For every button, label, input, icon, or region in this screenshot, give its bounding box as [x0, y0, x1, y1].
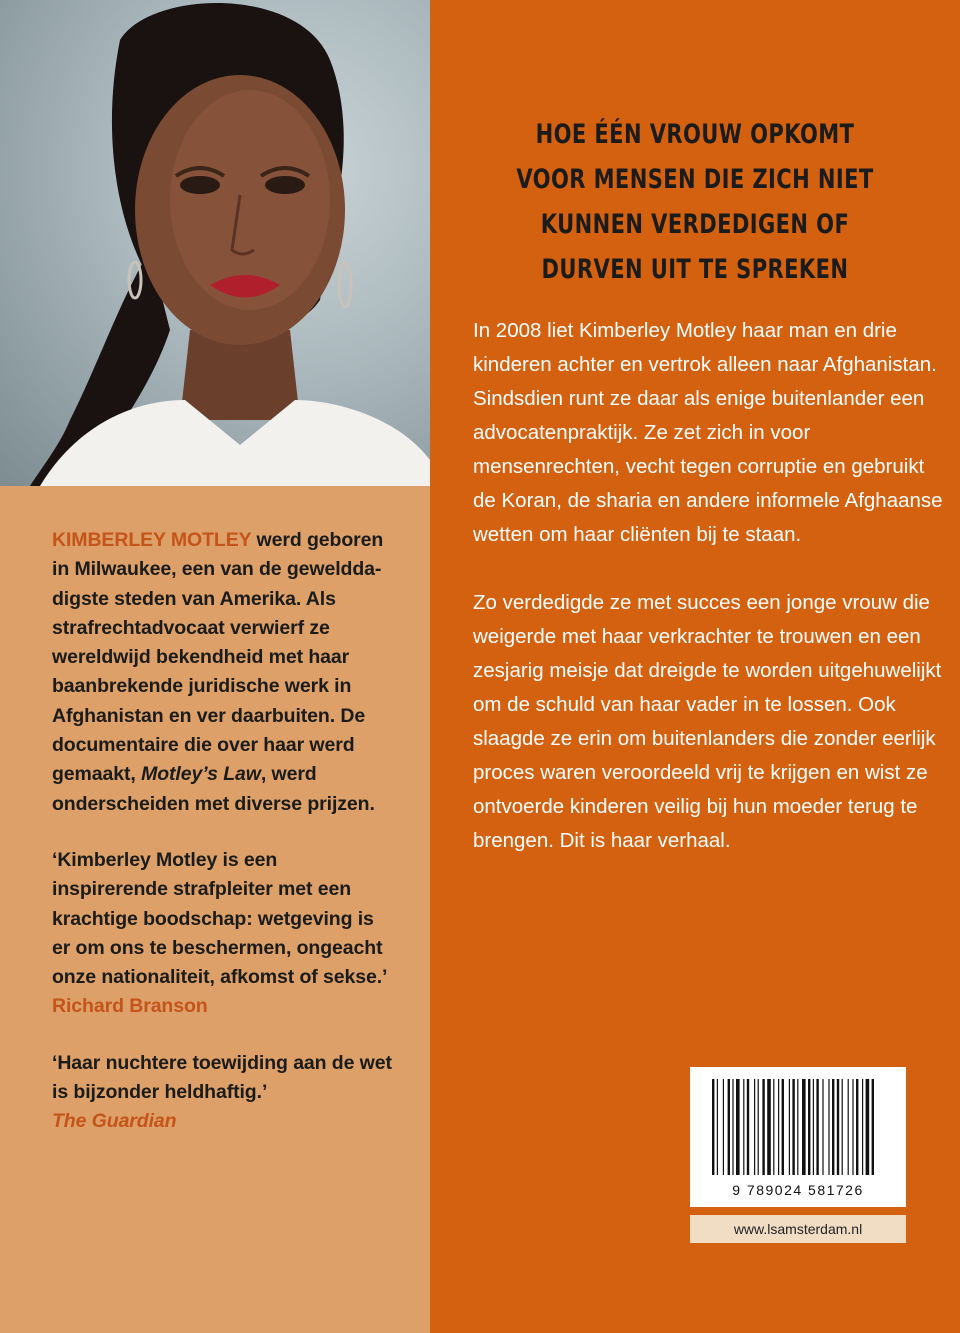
- bio-paragraph: [52, 526, 392, 819]
- barcode-bar: [848, 1079, 849, 1175]
- barcode-bar: [802, 1079, 806, 1175]
- barcode-bar: [754, 1079, 755, 1175]
- barcode-bar: [717, 1079, 718, 1175]
- author-portrait: [0, 0, 430, 486]
- barcode-bar: [712, 1079, 714, 1175]
- barcode-bar: [758, 1079, 759, 1175]
- author-name: KIMBERLEY MOTLEY: [52, 529, 252, 551]
- quote-2-source: The Guardian: [52, 1110, 177, 1133]
- barcode-bar: [856, 1079, 858, 1175]
- barcode-bar: [828, 1079, 829, 1175]
- headline-line: DURVEN UIT TE SPREKEN: [541, 254, 849, 285]
- barcode-bar: [792, 1079, 794, 1175]
- barcode-bar: [723, 1079, 724, 1175]
- barcode-bars: [690, 1067, 906, 1179]
- film-title: Motley’s Law: [141, 763, 261, 786]
- headline-line: VOOR MENSEN DIE ZICH NIET: [516, 164, 874, 195]
- barcode-bar: [778, 1079, 779, 1175]
- quote-2-text: ‘Haar nuchtere toewijding aan de wet is bijzonder heldhaftig.’: [52, 1051, 392, 1104]
- blurb: [473, 314, 943, 892]
- quote-1-text: ‘Kimberley Motley is een inspirerende strafpleiter met een krachtige boodschap: wetgeving is er om ons te beschermen, ongeacht onze nationaliteit, afkomst of sekse.’: [52, 848, 387, 989]
- barcode-bar: [813, 1079, 814, 1175]
- barcode-bar: [782, 1079, 784, 1175]
- barcode-bar: [808, 1079, 810, 1175]
- barcode-bar: [762, 1079, 764, 1175]
- bio-intro-2: , werd onderscheiden met diverse prijzen.: [52, 763, 375, 815]
- barcode-bar: [837, 1079, 839, 1175]
- barcode-bar: [797, 1079, 798, 1175]
- barcode-bar: [728, 1079, 730, 1175]
- barcode-bar: [767, 1079, 771, 1175]
- barcode-bar: [866, 1079, 870, 1175]
- barcode-bar: [842, 1079, 843, 1175]
- barcode-bar: [862, 1079, 863, 1175]
- isbn-barcode: [690, 1067, 906, 1207]
- barcode-bar: [872, 1079, 874, 1175]
- bio-intro-1: werd geboren in Milwaukee, een van de gewelddadigste steden van Amerika. Als strafrechtadvocaat verwierf ze wereldwijd bekendheid met haar baanbrekende juridische werk in Afghanistan en ver daarbuiten. De documentaire die over haar werd gemaakt,: [52, 529, 384, 786]
- barcode-bar: [773, 1079, 774, 1175]
- author-bio: [52, 526, 392, 1164]
- barcode-bar: [743, 1079, 744, 1175]
- barcode-bar: [852, 1079, 853, 1175]
- barcode-bar: [747, 1079, 749, 1175]
- left-panel: [0, 0, 430, 1333]
- headline-line: HOE ÉÉN VROUW OPKOMT: [535, 119, 855, 150]
- barcode-bar: [789, 1079, 790, 1175]
- quote-1-source: Richard Branson: [52, 995, 208, 1018]
- barcode-bar: [822, 1079, 823, 1175]
- portrait-illustration: [0, 0, 430, 486]
- barcode-bar: [816, 1079, 818, 1175]
- quote-branson: [52, 846, 392, 1022]
- blurb-paragraph-1: In 2008 liet Kimberley Motley haar man en drie kinderen achter en vertrok alleen naar Afghanistan. Sindsdien runt ze daar als enige buitenlander een advocatenpraktijk. Ze zet zich in voor mensenrechten, vecht tegen corruptie en gebruikt de Koran, de sharia en andere informele Afghaanse wetten om haar cliënten bij te staan.: [473, 319, 943, 546]
- publisher-url: www.lsamsterdam.nl: [690, 1215, 906, 1243]
- quote-guardian: [52, 1049, 392, 1137]
- barcode-bar: [832, 1079, 834, 1175]
- blurb-paragraph-2: Zo verdedigde ze met succes een jonge vrouw die weigerde met haar verkrachter te trouwen en een zesjarig meisje dat dreigde te worden uitgehuwelijkt om de schuld van haar vader in te lossen. Ook slaagde ze erin om buitenlanders die zonder eerlijk proces waren veroordeeld vrij te krijgen en wist ze ontvoerde kinderen veilig bij hun moeder terug te brengen. Dit is haar verhaal.: [473, 591, 942, 852]
- headline: [507, 112, 883, 292]
- barcode-bar: [736, 1079, 740, 1175]
- barcode-bar: [732, 1079, 733, 1175]
- headline-line: KUNNEN VERDEDIGEN OF: [540, 209, 850, 240]
- right-panel: [430, 0, 960, 1333]
- isbn-number: 9 789024 581726: [732, 1182, 864, 1198]
